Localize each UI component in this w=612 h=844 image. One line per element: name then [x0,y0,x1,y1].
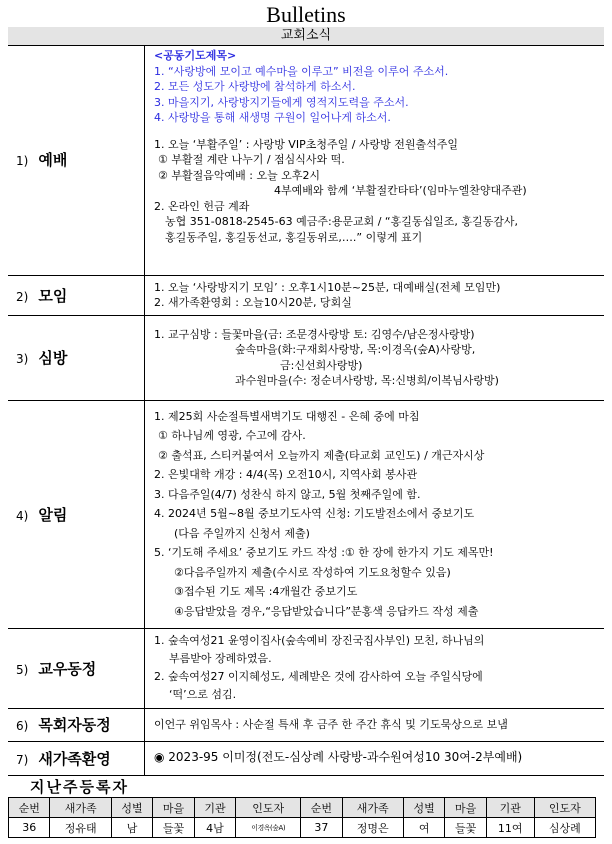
register-title: 지난주등록자 [30,778,129,796]
row-meeting [8,275,604,315]
register-row: 36 정유태 남 들꽃 4남 이경옥(숲A) 37 정명은 여 들꽃 11여 심상례 [9,818,596,838]
section-header: 교회소식 [8,27,604,46]
content-pastor-news: 이언구 위임목사 : 사순절 특새 후 금주 한 주간 휴식 및 기도묵상으로 보냄 [154,717,508,731]
label-new-family: 7) 새가족환영 [8,741,145,775]
label-worship: 1) 예배 [8,45,145,275]
register-table [8,797,596,838]
label-member-news: 5) 교우동정 [8,628,145,708]
row-member-news [8,628,604,708]
label-meeting: 2) 모임 [8,275,145,315]
content-member-news: 1. 숲속여성21 윤영이집사(숲속예비 장진국집사부인) 모친, 하나님의 부름받아 장례하였음. 2. 숲속여성27 이지혜성도, 세례받은 것에 감사하여 오늘 주일식당에 ‘떡’으로 섬김. [154,634,485,701]
line: 홍길동주일, 홍길동선교, 홍길동위로,….” 이렇게 표기 [165,230,423,244]
line: 4부예배와 함께 ‘부활절칸타타’(임마누엘찬양대주관) [274,184,527,197]
content-meeting: 1. 오늘 ‘사랑방지기 모임’ : 오후1시10분~25분, 대예배실(전체 모임만) 2. 새가족환영회 : 오늘10시20분, 당회실 [154,280,501,309]
row-worship [8,45,604,275]
line: ② 부활절음악예배 : 오늘 오후2시 [158,168,321,182]
row-announcements [8,400,604,628]
label-pastor-news: 6) 목회자동정 [8,708,145,741]
line: 농협 351-0818-2545-63 예금주:용문교회 / “홍길동십일조, 홍길동감사, [165,215,518,228]
label-visitation: 3) 심방 [8,315,145,400]
content-visitation: 1. 교구심방 : 들꽃마을(금: 조문경사랑방 토: 김영수/남은정사랑방) 숲속마을(화:구재회사랑방, 목:이경옥(숲A)사랑방, 금:신선희사랑방) 과수원마을(수: 정순녀사랑방, 목:신병희/이복님사랑방) [154,327,499,387]
content-worship [145,45,605,275]
row-visitation [8,315,604,400]
label-announcements: 4) 알림 [8,400,145,628]
row-pastor-news [8,708,604,741]
line: ① 부활절 계란 나누기 / 점심식사와 떡. [158,153,345,166]
content-announcements: 1. 제25회 사순절특별새벽기도 대행진 - 은혜 중에 마침 ① 하나님께 영광, 수고에 감사. ② 출석표, 스티커붙여서 오늘까지 제출(타교회 교인도) / 개근자시상 2. 은빛대학 개강 : 4/4(목) 오전10시, 지역사회 봉사관 3. 다음주일(4/7) 성찬식 하지 않고, 5월 첫째주일에 함. 4. 2024년 5월~8월 중보기도사역 신청: 기도발전소에서 중보기도 (다음 주일까지 신청서 제출) 5. ‘기도해 주세요’ 중보기도 카드 작성 :① 한 장에 한가지 기도 제목만! ②다음주일까지 제출(수시로 작성하여 기도요청할수 있음) ③접수된 기도 제목 :4개월간 중보기도 ④응답받았을 경우,“응답받았습니다”분홍색 응답카드 작성 제출 [154,409,494,618]
register-header-row: 순번 새가족 성별 마을 기관 인도자 순번 새가족 성별 마을 기관 인도자 [9,798,596,818]
line: 2. 온라인 헌금 계좌 [154,199,250,213]
line: 1. 오늘 ‘부활주일’ : 사랑방 VIP초청주일 / 사랑방 전원출석주일 [154,137,459,151]
row-new-family [8,741,604,775]
prayer-topics: <공동기도제목> 1. “사랑방에 모이고 예수마을 이루고” 비전을 이루어 주소서. 2. 모든 성도가 사랑방에 참석하게 하소서. 3. 마을지기, 사랑방지기들에게 영적지도력을 주소서. 4. 사랑방을 통해 새생명 구원이 일어나게 하소서. [154,49,449,124]
bulletin-table [8,45,604,776]
page-title: Bulletins [266,2,346,27]
content-new-family: ◉ 2023-95 이미정(전도-심상례 사랑방-과수원여성10 30여-2부예배) [154,750,523,765]
